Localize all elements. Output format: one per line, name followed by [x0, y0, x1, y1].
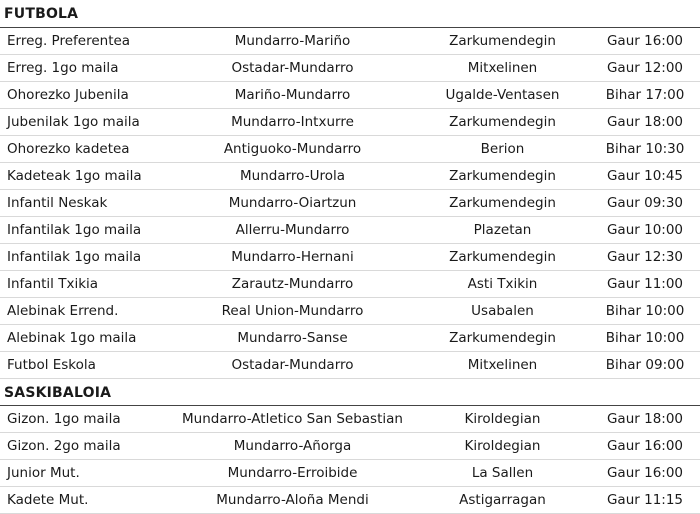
schedule-table: [0, 28, 700, 379]
category-cell: Kadeteak 1go maila: [0, 163, 170, 190]
category-cell: Infantil Txikia: [0, 271, 170, 298]
table-row: [0, 109, 700, 136]
time-cell: Bihar 10:00: [590, 325, 700, 352]
venue-cell: Mitxelinen: [415, 352, 590, 379]
time-cell: Gaur 10:45: [590, 163, 700, 190]
table-row: [0, 190, 700, 217]
time-cell: Gaur 18:00: [590, 406, 700, 433]
match-cell: Mundarro-Añorga: [170, 433, 415, 460]
table-row: [0, 406, 700, 433]
time-cell: Bihar 10:30: [590, 136, 700, 163]
match-cell: Mundarro-Oiartzun: [170, 190, 415, 217]
table-row: [0, 55, 700, 82]
schedule-table: [0, 406, 700, 514]
time-cell: Gaur 09:30: [590, 190, 700, 217]
venue-cell: Plazetan: [415, 217, 590, 244]
category-cell: Erreg. Preferentea: [0, 28, 170, 55]
venue-cell: Berion: [415, 136, 590, 163]
table-row: [0, 298, 700, 325]
time-cell: Gaur 16:00: [590, 28, 700, 55]
table-row: [0, 28, 700, 55]
section-title: SASKIBALOIA: [4, 385, 112, 401]
match-cell: Mundarro-Sanse: [170, 325, 415, 352]
venue-cell: Asti Txikin: [415, 271, 590, 298]
venue-cell: Zarkumendegin: [415, 163, 590, 190]
category-cell: Futbol Eskola: [0, 352, 170, 379]
time-cell: Gaur 10:00: [590, 217, 700, 244]
category-cell: Infantilak 1go maila: [0, 217, 170, 244]
time-cell: Gaur 11:00: [590, 271, 700, 298]
time-cell: Bihar 17:00: [590, 82, 700, 109]
table-row: [0, 217, 700, 244]
category-cell: Ohorezko kadetea: [0, 136, 170, 163]
match-cell: Ostadar-Mundarro: [170, 352, 415, 379]
category-cell: Ohorezko Jubenila: [0, 82, 170, 109]
venue-cell: Astigarragan: [415, 487, 590, 514]
venue-cell: Zarkumendegin: [415, 325, 590, 352]
category-cell: Jubenilak 1go maila: [0, 109, 170, 136]
match-cell: Mundarro-Erroibide: [170, 460, 415, 487]
time-cell: Gaur 12:30: [590, 244, 700, 271]
match-cell: Mariño-Mundarro: [170, 82, 415, 109]
match-cell: Mundarro-Atletico San Sebastian: [170, 406, 415, 433]
category-cell: Infantilak 1go maila: [0, 244, 170, 271]
venue-cell: Kiroldegian: [415, 406, 590, 433]
time-cell: Gaur 12:00: [590, 55, 700, 82]
category-cell: Alebinak Errend.: [0, 298, 170, 325]
match-cell: Mundarro-Hernani: [170, 244, 415, 271]
time-cell: Gaur 18:00: [590, 109, 700, 136]
match-cell: Real Union-Mundarro: [170, 298, 415, 325]
table-row: [0, 325, 700, 352]
section-title: FUTBOLA: [4, 6, 79, 22]
match-cell: Ostadar-Mundarro: [170, 55, 415, 82]
match-cell: Antiguoko-Mundarro: [170, 136, 415, 163]
category-cell: Erreg. 1go maila: [0, 55, 170, 82]
match-cell: Mundarro-Urola: [170, 163, 415, 190]
table-row: [0, 136, 700, 163]
time-cell: Gaur 16:00: [590, 460, 700, 487]
time-cell: Bihar 10:00: [590, 298, 700, 325]
venue-cell: La Sallen: [415, 460, 590, 487]
time-cell: Bihar 09:00: [590, 352, 700, 379]
venue-cell: Zarkumendegin: [415, 28, 590, 55]
table-row: [0, 244, 700, 271]
match-cell: Mundarro-Aloña Mendi: [170, 487, 415, 514]
time-cell: Gaur 11:15: [590, 487, 700, 514]
venue-cell: Mitxelinen: [415, 55, 590, 82]
table-row: [0, 82, 700, 109]
venue-cell: Ugalde-Ventasen: [415, 82, 590, 109]
table-row: [0, 163, 700, 190]
venue-cell: Kiroldegian: [415, 433, 590, 460]
table-row: [0, 271, 700, 298]
venue-cell: Zarkumendegin: [415, 190, 590, 217]
venue-cell: Zarkumendegin: [415, 244, 590, 271]
category-cell: Alebinak 1go maila: [0, 325, 170, 352]
category-cell: Gizon. 1go maila: [0, 406, 170, 433]
match-cell: Allerru-Mundarro: [170, 217, 415, 244]
category-cell: Infantil Neskak: [0, 190, 170, 217]
category-cell: Junior Mut.: [0, 460, 170, 487]
category-cell: Kadete Mut.: [0, 487, 170, 514]
time-cell: Gaur 16:00: [590, 433, 700, 460]
table-row: [0, 352, 700, 379]
table-row: [0, 433, 700, 460]
category-cell: Gizon. 2go maila: [0, 433, 170, 460]
match-cell: Zarautz-Mundarro: [170, 271, 415, 298]
venue-cell: Zarkumendegin: [415, 109, 590, 136]
table-row: [0, 487, 700, 514]
match-cell: Mundarro-Intxurre: [170, 109, 415, 136]
table-row: [0, 460, 700, 487]
venue-cell: Usabalen: [415, 298, 590, 325]
match-cell: Mundarro-Mariño: [170, 28, 415, 55]
